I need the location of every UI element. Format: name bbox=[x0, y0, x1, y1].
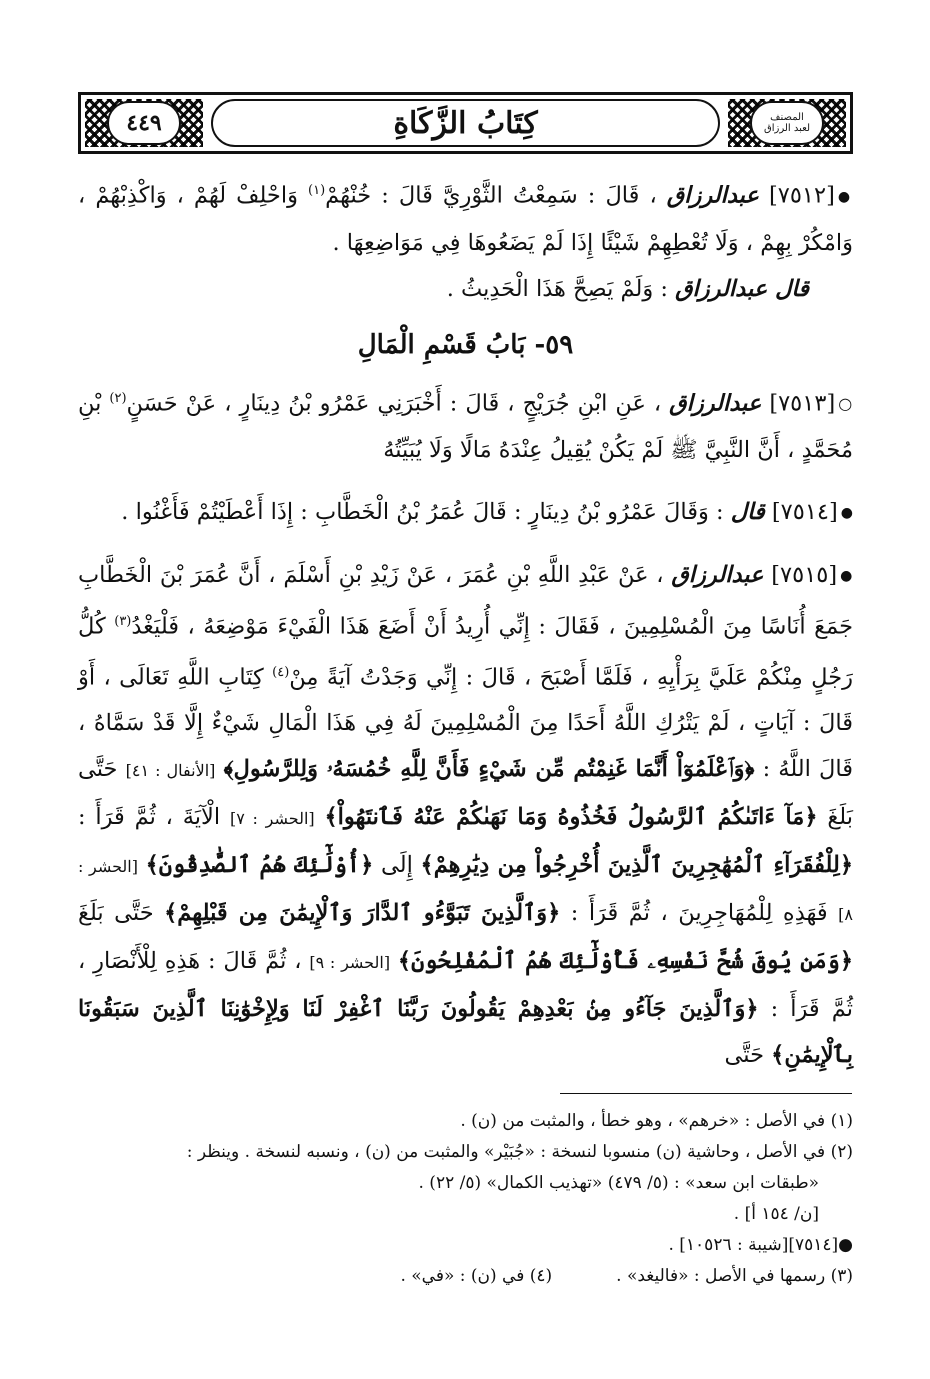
book-title: كِتَابُ الزَّكَاةِ bbox=[393, 105, 538, 141]
quran-verse: ﴿مَآ ءَاتَىٰكُمُ ٱلرَّسُولُ فَخُذُوهُ وَمَا نَهَىٰكُمْ عَنْهُ فَٱنتَهُواْ﴾ bbox=[324, 804, 818, 830]
bullet-marker: ● bbox=[840, 505, 853, 521]
folio-marker: [ن/ ١٥٤ أ] . bbox=[733, 1204, 819, 1224]
entry-number: [٧٥١٢] bbox=[768, 182, 835, 209]
quran-verse: ﴿لِلْفُقَرَآءِ ٱلْمُهَٰجِرِينَ ٱلَّذِينَ أُخْرِجُواْ مِن دِيَٰرِهِمْ﴾ bbox=[420, 852, 853, 878]
entry-7514 bbox=[78, 489, 853, 536]
footnote-2: (٢) في الأصل ، وحاشية (ن) منسوبا لنسخة : «جُبَيْر» والمثبت من (ن) ، ونسبه لنسخة . وينظر : bbox=[186, 1142, 853, 1162]
spacer bbox=[78, 473, 853, 489]
entry-number: [٧٥١٤] bbox=[771, 499, 838, 525]
surah-reference: [الحشر : ٨] bbox=[78, 857, 853, 924]
footnote-ref-4: (٤) bbox=[272, 664, 290, 680]
footnote-2-continued: «طبقات ابن سعد» : (٥/ ٤٧٩) «تهذيب الكمال» (٥/ ٢٢) . bbox=[418, 1173, 819, 1193]
chapter-heading: ٥٩- بَابُ قَسْمِ الْمَالِ bbox=[357, 329, 574, 360]
page-header bbox=[78, 92, 853, 154]
entry-text: : وَلَمْ يَصِحَّ هَذَا الْحَدِيثُ . bbox=[446, 275, 668, 302]
entry-text: كُلُّ رَجُلٍ مِنْكُمْ عَلَيَّ بِرَأْيِهِ ، فَلَمَّا أَصْبَحَ ، قَالَ : إِنِّي وَجَدْتُ آيَةً مِنْ bbox=[78, 613, 853, 690]
entry-text: كِتَابِ اللَّهِ تَعَالَى ، أَوْ قَالَ : آيَاتٍ ، لَمْ يَتْرُكِ اللَّهُ أَحَدًا مِنَ الْمُسْلِمِينَ لَهُ فِي هَذَا الْمَالِ شَيْءٌ إِلَّا قَدْ سَمَّاهُ ، قَالَ اللَّهُ : bbox=[78, 664, 854, 782]
author-name: قال bbox=[730, 499, 765, 525]
surah-reference: [الأنفال : ٤١] bbox=[125, 761, 216, 780]
author-name: قال عبدالرزاق bbox=[675, 275, 809, 302]
page-number: ٤٤٩ bbox=[126, 110, 162, 136]
footnote-1: (١) في الأصل : «خرهم» ، وهو خطأ ، والمثبت من (ن) . bbox=[460, 1111, 853, 1131]
publisher-seal bbox=[750, 101, 824, 145]
author-name: عبدالرزاق bbox=[666, 182, 759, 209]
entry-number: [٧٥١٣] bbox=[769, 390, 836, 416]
footnote-ref-3: (٣) bbox=[114, 614, 132, 629]
spacer bbox=[78, 536, 853, 552]
takhrij-note: ●[٧٥١٤][شيبة : ١٠٥٢٦] . bbox=[668, 1235, 853, 1255]
seal-text bbox=[764, 112, 810, 134]
quran-verse: ﴿وَٱلَّذِينَ جَآءُو مِنۢ بَعْدِهِمْ يَقُولُونَ رَبَّنَا ٱغْفِرْ لَنَا وَلِإِخْوَٰنِنَا ٱلَّذِينَ سَبَقُونَا بِٱلْإِيمَٰنِ﴾ bbox=[78, 996, 853, 1068]
quran-verse: ﴿وَٱلَّذِينَ تَبَوَّءُو ٱلدَّارَ وَٱلْإِيمَٰنَ مِن قَبْلِهِمْ﴾ bbox=[164, 900, 561, 926]
quran-verse: ﴿وَٱعْلَمُوٓاْ أَنَّمَا غَنِمْتُم مِّن شَيْءٍ فَأَنَّ لِلَّهِ خُمُسَهُۥ وَلِلرَّسُولِ﴾ bbox=[223, 756, 755, 782]
surah-reference: [الحشر : ٩] bbox=[309, 953, 391, 972]
footnote-ref-1: (١) bbox=[308, 183, 326, 198]
quran-verse: ﴿وَمَن يُوقَ شُحَّ نَفْسِهِۦ فَأُوْلَٰٓئِكَ هُمُ ٱلْمُفْلِحُونَ﴾ bbox=[397, 948, 854, 974]
entry-text: ، ثُمَّ قَالَ : هَذِهِ لِلْأَنْصَارِ ، ثُمَّ قَرَأَ : bbox=[78, 948, 854, 1022]
entry-7512 bbox=[78, 168, 853, 266]
footnotes bbox=[78, 1106, 853, 1292]
footnote-divider bbox=[560, 1093, 852, 1094]
footnote-ref-2: (٢) bbox=[109, 390, 127, 406]
title-box bbox=[211, 99, 720, 147]
entry-text: ، قَالَ : سَمِعْتُ الثَّوْرِيَّ قَالَ : خُنْهُمْ bbox=[325, 182, 657, 209]
author-name: عبدالرزاق bbox=[669, 390, 762, 416]
footnotes-3-4 bbox=[78, 1261, 853, 1292]
seal-line-1: المصنف bbox=[770, 112, 804, 123]
page-number-cartouche bbox=[107, 101, 181, 145]
entry-7513 bbox=[78, 376, 853, 474]
author-name: عبدالرزاق bbox=[671, 562, 764, 588]
entry-7512-comment bbox=[78, 266, 853, 312]
entry-text: ، عَنِ ابْنِ جُرَيْجٍ ، قَالَ : أَخْبَرَنِي عَمْرُو بْنُ دِينَارٍ ، عَنْ حَسَنٍ bbox=[126, 390, 662, 416]
footnote-3: (٣) رسمها في الأصل : «فاليغد» . bbox=[616, 1266, 853, 1286]
entry-text: : وَقَالَ عَمْرُو بْنُ دِينَارٍ : قَالَ عُمَرُ بْنُ الْخَطَّابِ : إِذَا أَعْطَيْتُمْ فَأَغْنُوا . bbox=[121, 499, 724, 525]
bullet-marker: ● bbox=[837, 188, 853, 205]
entry-text: حَتَّى بَلَغَ bbox=[78, 900, 154, 926]
bullet-marker: ● bbox=[840, 568, 854, 584]
entry-text: وَاحْلِفْ لَهُمْ ، وَاكْذِبْهُمْ ، وَامْكُرْ بِهِمْ ، وَلَا تُعْطِهِمْ شَيْئًا إِذَا لَمْ يَضَعُوهَا فِي مَوَاضِعِهَا . bbox=[78, 182, 853, 256]
surah-reference: [الحشر : ٧] bbox=[229, 809, 315, 828]
entry-7515 bbox=[78, 552, 853, 1078]
entry-text: حَتَّى بَلَغَ bbox=[78, 756, 854, 830]
entry-text: بْنِ مُحَمَّدٍ ، أَنَّ النَّبِيَّ ﷺ لَمْ يَكُنْ يُقِيلُ عِنْدَهُ مَالًا وَلَا يُبَيِّتُهُ bbox=[78, 390, 853, 463]
entry-text: فَهَذِهِ لِلْمُهَاجِرِينَ ، ثُمَّ قَرَأَ : bbox=[570, 900, 828, 926]
entry-text: الْآيَةَ ، ثُمَّ قَرَأَ : bbox=[78, 804, 221, 830]
quran-verse: ﴿أُوْلَٰٓئِكَ هُمُ ٱلصَّٰدِقُونَ﴾ bbox=[145, 852, 374, 878]
main-text bbox=[78, 168, 853, 1078]
entry-text: حَتَّى bbox=[724, 1042, 764, 1068]
entry-number: [٧٥١٥] bbox=[771, 562, 838, 588]
entry-text: ، عَنْ عَبْدِ اللَّهِ بْنِ عُمَرَ ، عَنْ زَيْدِ بْنِ أَسْلَمَ ، أَنَّ عُمَرَ بْنَ الْخَطَّابِ جَمَعَ أُنَاسًا مِنَ الْمُسْلِمِينَ ، فَقَالَ : إِنِّي أُرِيدُ أَنْ أَضَعَ هَذَا الْفَيْءَ مَوْضِعَهُ ، فَلْيَغْدُ bbox=[78, 562, 854, 640]
entry-text: إِلَى bbox=[380, 852, 413, 878]
seal-line-2: لعبد الرزاق bbox=[763, 123, 811, 134]
bullet-marker-hollow: ○ bbox=[838, 394, 854, 413]
footnote-4: (٤) في (ن) : «في» . bbox=[400, 1266, 553, 1286]
